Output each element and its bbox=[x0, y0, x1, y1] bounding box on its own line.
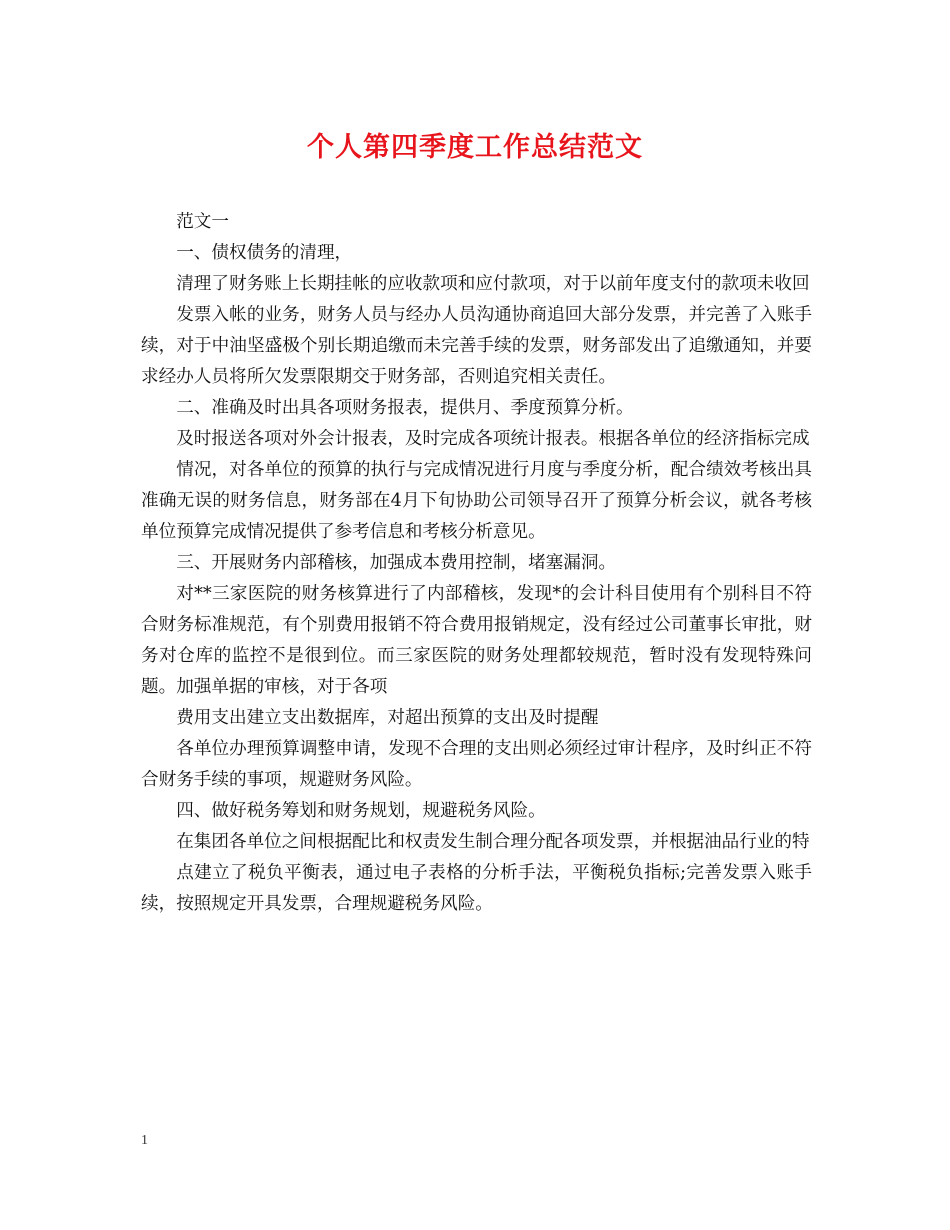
paragraph: 对**三家医院的财务核算进行了内部稽核，发现*的会计科目使用有个别科目不符合财务标准规范，有个别费用报销不符合费用报销规定，没有经过公司董事长审批，财务对仓库的监控不是很到位。而三家医院的财务处理都较规范，暂时没有发现特殊问题。加强单据的审核，对于各项 bbox=[141, 584, 812, 697]
paragraph: 情况，对各单位的预算的执行与完成情况进行月度与季度分析，配合绩效考核出具准确无误的财务信息，财务部在4月下旬协助公司领导召开了预算分析会议，就各考核单位预算完成情况提供了参考信息和考核分析意见。 bbox=[141, 460, 812, 542]
paragraph-heading-sample: 范文一 bbox=[176, 212, 229, 232]
page-title: 个人第四季度工作总结范文 bbox=[307, 132, 643, 163]
paragraph-section-4-heading: 四、做好税务筹划和财务规划，规避税务风险。 bbox=[176, 801, 546, 821]
page-number: 1 bbox=[141, 1133, 148, 1148]
paragraph: 发票入帐的业务，财务人员与经办人员沟通协商追回大部分发票，并完善了入账手续，对于中油坚盛极个别长期追缴而未完善手续的发票，财务部发出了追缴通知，并要求经办人员将所欠发票限期交于财务部，否则追究相关责任。 bbox=[141, 305, 812, 387]
document-body bbox=[141, 207, 812, 920]
paragraph-section-1-heading: 一、债权债务的清理， bbox=[176, 243, 353, 263]
paragraph: 及时报送各项对外会计报表，及时完成各项统计报表。根据各单位的经济指标完成 bbox=[176, 429, 810, 449]
paragraph: 点建立了税负平衡表，通过电子表格的分析手法，平衡税负指标;完善发票入账手续，按照规定开具发票，合理规避税务风险。 bbox=[141, 863, 812, 914]
paragraph: 费用支出建立支出数据库，对超出预算的支出及时提醒 bbox=[176, 708, 599, 728]
paragraph-section-3-heading: 三、开展财务内部稽核，加强成本费用控制，堵塞漏洞。 bbox=[176, 553, 617, 573]
paragraph-section-2-heading: 二、准确及时出具各项财务报表，提供月、季度预算分析。 bbox=[176, 398, 634, 418]
paragraph: 清理了财务账上长期挂帐的应收款项和应付款项，对于以前年度支付的款项未收回 bbox=[176, 274, 810, 294]
paragraph: 在集团各单位之间根据配比和权责发生制合理分配各项发票，并根据油品行业的特 bbox=[176, 832, 810, 852]
paragraph: 各单位办理预算调整申请，发现不合理的支出则必须经过审计程序，及时纠正不符合财务手续的事项，规避财务风险。 bbox=[141, 739, 812, 790]
